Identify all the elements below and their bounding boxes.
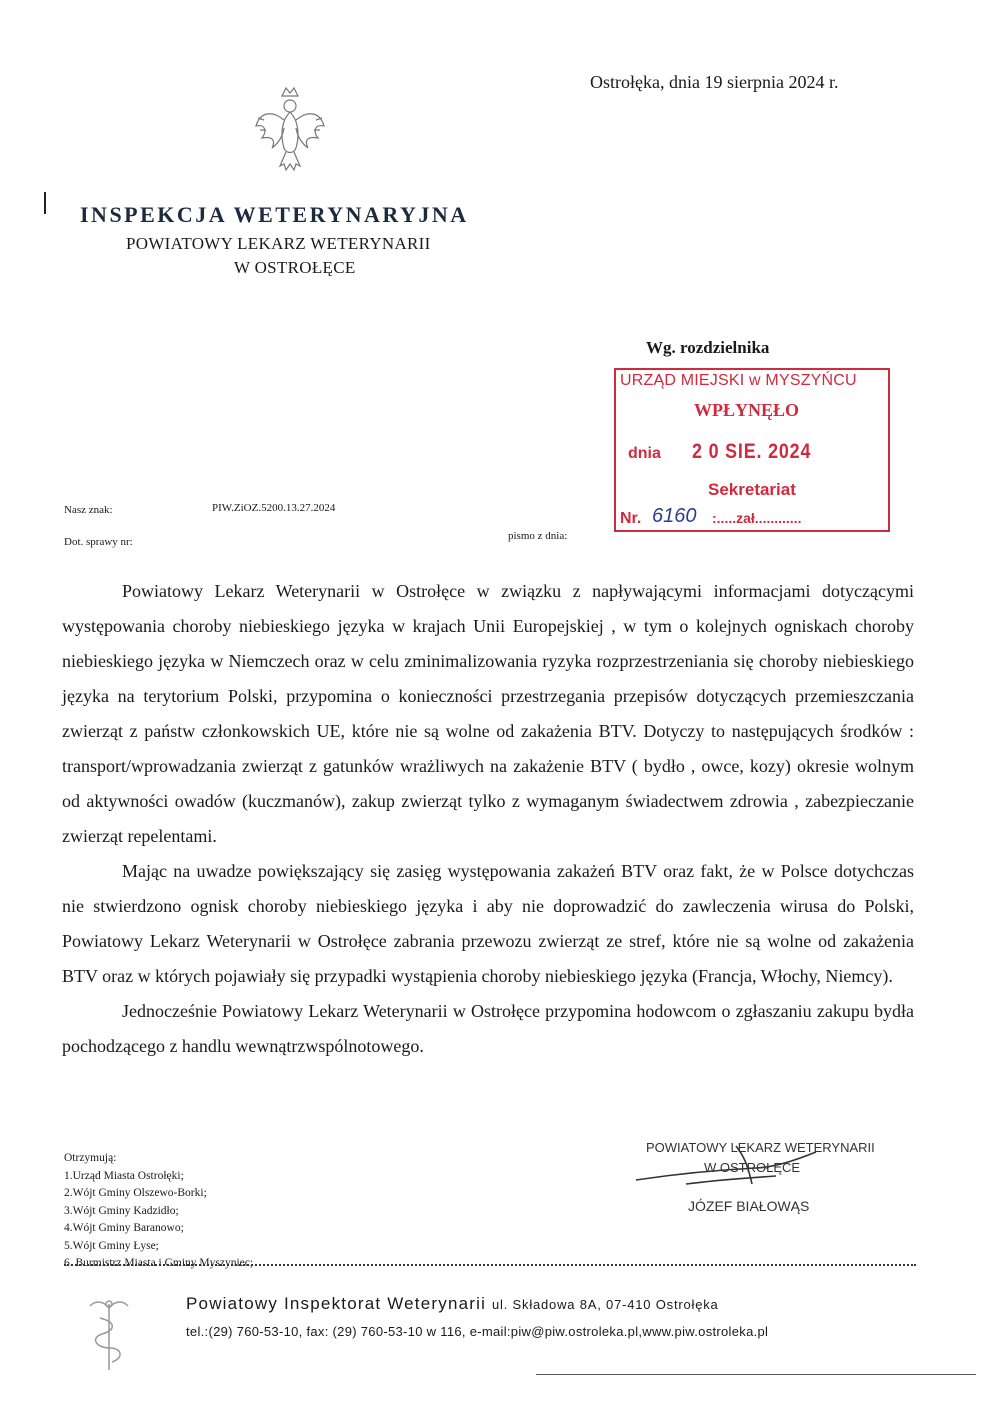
stamp-department: Sekretariat xyxy=(708,480,796,499)
stamp-organization: URZĄD MIEJSKI w MYSZYŃCU xyxy=(620,372,857,389)
stamp-date-label: dnia xyxy=(628,445,661,462)
received-stamp xyxy=(614,368,890,532)
margin-mark xyxy=(44,192,46,214)
body-paragraph: Powiatowy Lekarz Weterynarii w Ostrołęce w związku z napływającymi informacjami dotyczącymi występowania choroby niebieskiego języka w krajach Unii Europejskiej , w tym o kolejnych ogniskach choroby niebieskiego języka w Niemczech oraz w celu zminimalizowania ryzyka rozprzestrzeniania się choroby niebieskiego języka na terytorium Polski, przypomina o konieczności przestrzegania przepisów dotyczących przemieszczania zwierząt z państw członkowskich UE, które nie są wolne od zakażenia BTV. Dotyczy to następujących środków : transport/wprowadzania zwierząt z gatunków wrażliwych na zakażenie BTV ( bydło , owce, kozy) okresie wolnym od aktywności owadów (kuczmanów), zakup zwierząt tylko z wymaganym świadectwem zdrowia , zabezpieczanie zwierząt repelentami. xyxy=(62,581,914,846)
caduceus-logo-icon xyxy=(86,1296,132,1374)
addressee: Wg. rozdzielnika xyxy=(646,338,770,357)
footer-baseline xyxy=(536,1374,976,1375)
office-title: POWIATOWY LEKARZ WETERYNARII xyxy=(126,234,431,253)
polish-eagle-emblem-icon xyxy=(250,82,330,187)
our-ref-value: PIW.ZiOZ.5200.13.27.2024 xyxy=(212,502,336,514)
body-paragraph: Mając na uwadze powiększający się zasięg występowania zakażeń BTV oraz fakt, że w Polsce dotychczas nie stwierdzono ognisk choroby niebieskiego języka i aby nie doprowadzić do zawleczenia wirusa do Polski, Powiatowy Lekarz Weterynarii w Ostrołęce zabrania przewozu zwierząt ze stref, które nie są wolne od zakażenia BTV oraz w których pojawiały się przypadki wystąpienia choroby niebieskiego języka (Francja, Włochy, Niemcy). xyxy=(62,861,914,986)
signature-location: W OSTROŁĘCE xyxy=(704,1160,801,1175)
letter-date-label: pismo z dnia: xyxy=(508,530,568,542)
recipients-label: Otrzymują: xyxy=(64,1152,117,1164)
list-item: 6. Burmistrz Miasta i Gminy Myszyniec; xyxy=(64,1257,254,1269)
matter-ref-label: Dot. sprawy nr: xyxy=(64,536,133,548)
footer-address: ul. Składowa 8A, 07-410 Ostrołęka xyxy=(492,1297,719,1312)
stamp-date: 2 0 SIE. 2024 xyxy=(692,440,812,463)
footer-divider xyxy=(64,1264,916,1266)
stamp-received: WPŁYNĘŁO xyxy=(694,400,800,420)
stamp-number-label: Nr. xyxy=(620,510,642,527)
list-item: 2.Wójt Gminy Olszewo-Borki; xyxy=(64,1187,207,1199)
list-item: 5.Wójt Gminy Łyse; xyxy=(64,1239,159,1252)
signature-title: POWIATOWY LEKARZ WETERYNARII xyxy=(646,1140,875,1155)
letter-date: Ostrołęka, dnia 19 sierpnia 2024 r. xyxy=(590,72,839,92)
signature-name: JÓZEF BIAŁOWĄS xyxy=(688,1198,810,1214)
handwritten-signature-icon xyxy=(626,1140,886,1200)
office-location: W OSTROŁĘCE xyxy=(234,258,356,277)
footer-contact: tel.:(29) 760-53-10, fax: (29) 760-53-10 w 116, e-mail:piw@piw.ostroleka.pl,www.piw.ostroleka.pl xyxy=(186,1324,769,1339)
recipients-list xyxy=(64,1150,253,1273)
stamp-attachments: :.....zał............ xyxy=(712,510,802,526)
body-paragraph: Jednocześnie Powiatowy Lekarz Weterynarii w Ostrołęce przypomina hodowcom o zgłaszaniu zakupu bydła pochodzącego z handlu wewnątrzwspólnotowego. xyxy=(62,1001,914,1056)
list-item: 1.Urząd Miasta Ostrołęki; xyxy=(64,1169,184,1182)
letter-body xyxy=(62,574,914,1064)
our-ref-label: Nasz znak: xyxy=(64,504,113,516)
institution-title: INSPEKCJA WETERYNARYJNA xyxy=(80,202,469,227)
list-item: 3.Wójt Gminy Kadzidło; xyxy=(64,1204,179,1217)
list-item: 4.Wójt Gminy Baranowo; xyxy=(64,1222,184,1234)
footer-institution: Powiatowy Inspektorat Weterynarii xyxy=(186,1294,487,1313)
footer-institution-line xyxy=(186,1294,719,1314)
stamp-number-handwritten: 6160 xyxy=(652,505,697,527)
